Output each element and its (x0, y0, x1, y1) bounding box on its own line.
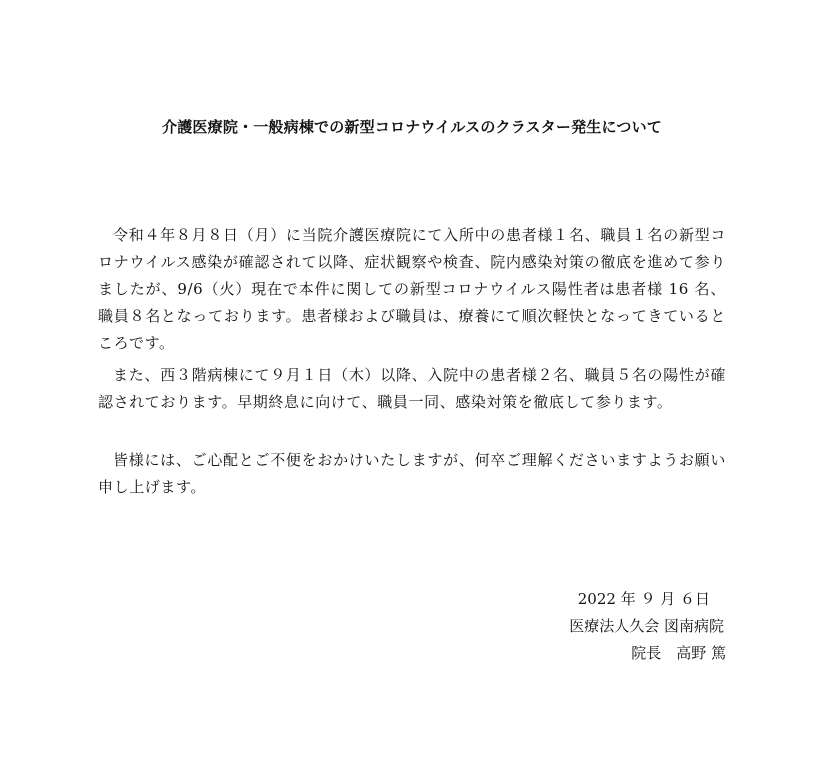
paragraph-ward-update (98, 362, 726, 416)
notice-title: 介護医療院・一般病棟での新型コロナウイルスのクラスター発生について (162, 118, 662, 136)
signature-director: 院長 高野 篤 (631, 644, 726, 662)
paragraph-text: 令和４年８月８日（月）に当院介護医療院にて入所中の患者様１名、職員１名の新型コロナウイルス感染が確認されて以降、症状観察や検査、院内感染対策の徹底を進めて参りましたが、9/6（火）現在で本件に関しての新型コロナウイルス陽性者は患者様 16 名、職員８名となっております。患者様および職員は、療養にて順次軽快となってきているところです。 (98, 226, 726, 352)
signature-organization: 医療法人久会 図南病院 (569, 617, 724, 635)
paragraph-apology (98, 447, 726, 501)
signature-date: 2022 年 ９ 月 ６日 (577, 590, 710, 608)
paragraph-outbreak-details (98, 222, 726, 357)
signature-block (500, 586, 726, 667)
paragraph-text: 皆様には、ご心配とご不便をおかけいたしますが、何卒ご理解くださいますようお願い申し上げます。 (98, 451, 726, 496)
paragraph-text: また、西３階病棟にて９月１日（木）以降、入院中の患者様２名、職員５名の陽性が確認されております。早期終息に向けて、職員一同、感染対策を徹底して参ります。 (98, 366, 726, 411)
